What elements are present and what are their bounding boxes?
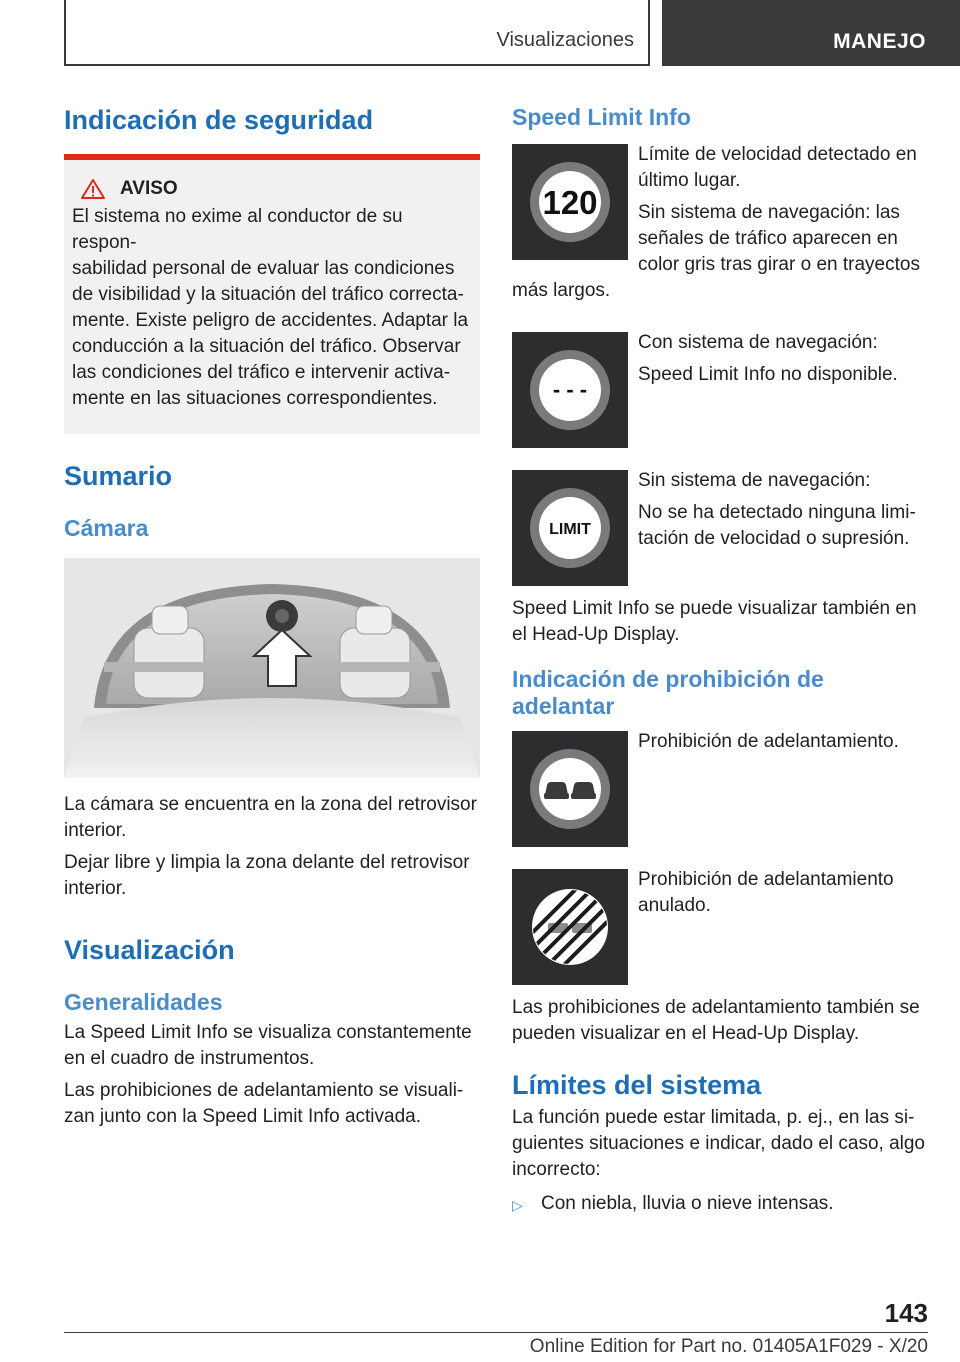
sign-block-no-overtaking bbox=[512, 729, 928, 847]
warning-title-text: AVISO bbox=[120, 178, 178, 200]
heading-sumario: Sumario bbox=[64, 461, 173, 492]
sign3-paragraph-1: Sin sistema de navegación: bbox=[638, 469, 871, 491]
warning-title bbox=[80, 178, 472, 200]
left-column bbox=[64, 100, 480, 1130]
sign-block-end-no-overtaking bbox=[512, 867, 928, 985]
sign3-paragraph-2: No se ha detectado ninguna limi-tación de velocidad o supresión. bbox=[638, 501, 916, 549]
online-edition-text: Online Edition for Part no. 01405A1F029 - X/20 bbox=[529, 1336, 928, 1357]
end-no-overtaking-sign-image bbox=[512, 869, 628, 985]
warning-line-3: de visibilidad y la situación del tráfico correcta- bbox=[72, 284, 464, 306]
sign1-paragraph-1: Límite de velocidad detectado en último lugar. bbox=[638, 143, 917, 191]
warning-line-5: conducción a la situación del tráfico. Observar bbox=[72, 336, 461, 358]
sign-block-unavailable bbox=[512, 330, 928, 448]
page-number: 143 bbox=[884, 1298, 928, 1328]
speed-sign-120-image bbox=[512, 144, 628, 260]
warning-line-2: sabilidad personal de evaluar las condiciones bbox=[72, 258, 455, 280]
heading-speed-limit-info: Speed Limit Info bbox=[512, 104, 691, 130]
speed-sign-limit-value: LIMIT bbox=[549, 520, 591, 538]
sign5-paragraph-1: Prohibición de adelantamiento anulado. bbox=[638, 868, 894, 916]
heading-limites: Límites del sistema bbox=[512, 1069, 762, 1100]
warning-triangle-icon bbox=[80, 178, 106, 200]
warning-box bbox=[64, 160, 480, 434]
warning-line-6: las condiciones del tráfico e intervenir activa- bbox=[72, 362, 451, 384]
sign2-paragraph-1: Con sistema de navegación: bbox=[638, 331, 878, 353]
right-column bbox=[512, 100, 928, 1218]
header-section-box bbox=[64, 0, 650, 66]
warning-line-4: mente. Existe peligro de accidentes. Adaptar la bbox=[72, 310, 469, 332]
heading-prohibicion: Indicación de prohibición de adelantar bbox=[512, 665, 824, 720]
generalidades-paragraph-1: La Speed Limit Info se visualiza constantemente en el cuadro de instrumentos. bbox=[64, 1022, 472, 1070]
limits-paragraph-1: La función puede estar limitada, p. ej., en las si-guientes situaciones e indicar, dado el caso, algo incorrecto: bbox=[512, 1107, 925, 1181]
prohib-hud-paragraph: Las prohibiciones de adelantamiento también se pueden visualizar en el Head-Up Display. bbox=[512, 996, 920, 1044]
header-section-title: Visualizaciones bbox=[496, 29, 634, 51]
no-overtaking-sign-image bbox=[512, 731, 628, 847]
sign1-paragraph-2: Sin sistema de navegación: las señales de tráfico aparecen en color gris tras girar o en trayectos bbox=[638, 201, 920, 275]
speed-sign-120-value: 120 bbox=[542, 183, 598, 221]
speed-sign-unavailable-value: - - - bbox=[552, 376, 588, 402]
camera-rear-window-illustration bbox=[64, 558, 480, 778]
camara-paragraph-2: Dejar libre y limpia la zona delante del retrovisor interior. bbox=[64, 852, 470, 900]
heading-safety: Indicación de seguridad bbox=[64, 105, 374, 135]
sign1-paragraph-2-continued: más largos. bbox=[512, 279, 611, 301]
camara-paragraph-1: La cámara se encuentra en la zona del retrovisor interior. bbox=[64, 794, 477, 842]
limits-bullet-1-text: Con niebla, lluvia o nieve intensas. bbox=[541, 1193, 834, 1215]
footer-rule bbox=[64, 1332, 928, 1333]
sign4-paragraph-1: Prohibición de adelantamiento. bbox=[638, 730, 899, 752]
speed-sign-limit-image bbox=[512, 470, 628, 586]
header-chapter-title: MANEJO bbox=[833, 30, 926, 53]
camera-figure bbox=[64, 558, 480, 778]
heading-visualizacion: Visualización bbox=[64, 935, 235, 966]
heading-camara: Cámara bbox=[64, 514, 149, 541]
sign2-paragraph-2: Speed Limit Info no disponible. bbox=[638, 363, 898, 385]
sign-block-120 bbox=[512, 142, 928, 304]
bullet-triangle-icon: ▷ bbox=[512, 1197, 523, 1214]
limits-bullet-1 bbox=[512, 1191, 928, 1218]
warning-line-7: mente en las situaciones correspondientes. bbox=[72, 388, 438, 410]
header-chapter-tab bbox=[662, 0, 960, 66]
sli-hud-paragraph: Speed Limit Info se puede visualizar también en el Head-Up Display. bbox=[512, 597, 917, 645]
heading-generalidades: Generalidades bbox=[64, 988, 223, 1015]
sign-block-limit bbox=[512, 468, 928, 586]
speed-sign-unavailable-image bbox=[512, 332, 628, 448]
generalidades-paragraph-2: Las prohibiciones de adelantamiento se visuali-zan junto con la Speed Limit Info activada. bbox=[64, 1080, 464, 1128]
warning-line-1: El sistema no exime al conductor de su respon- bbox=[72, 206, 403, 254]
